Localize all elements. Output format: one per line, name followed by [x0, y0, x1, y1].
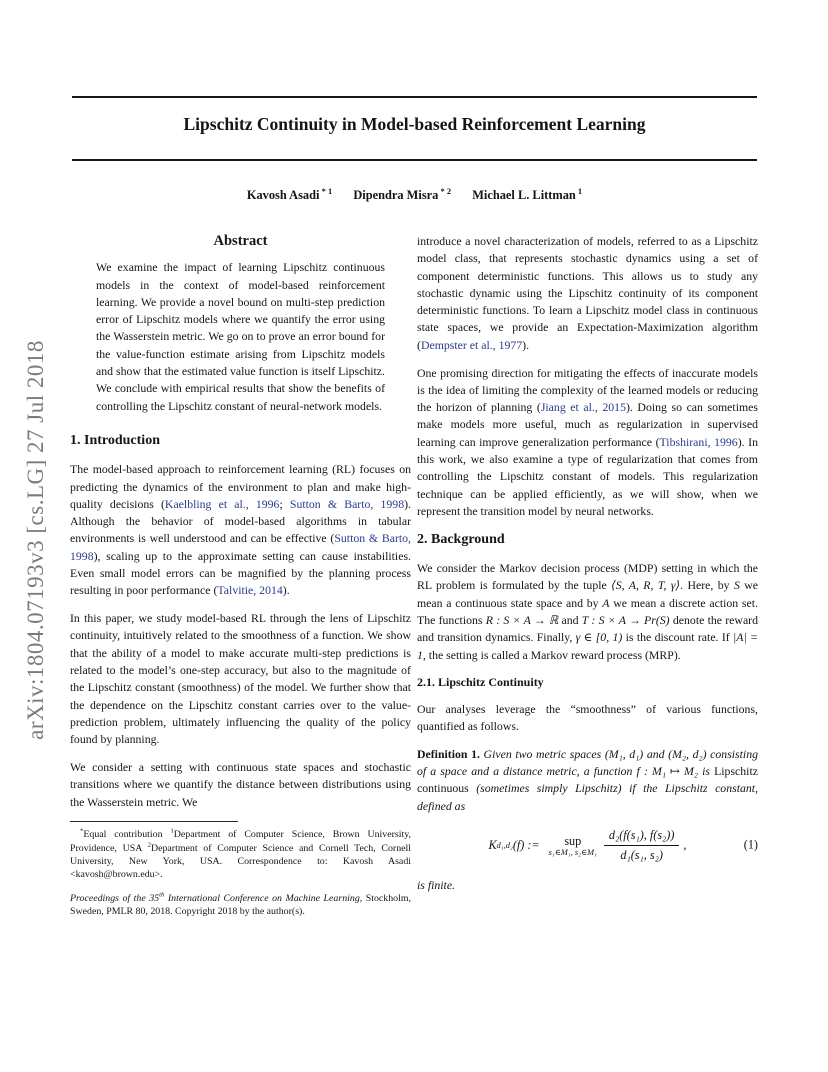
text-segment: is the discount rate. If [622, 630, 734, 645]
equation-number: (1) [743, 837, 758, 852]
text-segment: Our analyses leverage the “smoothness” of various functions, quantified as follows. [417, 701, 758, 733]
text-segment: we mean a continuous state space and by [417, 578, 758, 610]
text-segment: denote the reward and transition dynamics. Finally, [417, 612, 759, 645]
citation-link[interactable]: Kaelbling et al., 1996 [164, 496, 280, 511]
text-segment: A [602, 595, 610, 610]
text-segment: Department of Computer Science and Cornell Tech, Cornell University, New York, USA. Correspondence to: Kavosh Asadi <kavosh@brown.edu>. [70, 842, 412, 881]
author-line [72, 186, 757, 203]
text-segment: Department of Computer Science, Brown University, Providence, USA [70, 829, 412, 854]
author-1 [247, 188, 332, 202]
author-1-affiliation-mark: * 1 [319, 186, 333, 196]
intro-paragraph-3 [70, 759, 411, 811]
text-segment: we mean a discrete action set. The functions [417, 595, 758, 627]
text-segment: introduce a novel characterization of models, referred to as a Lipschitz model class, that represents stochastic dynamics using a set of component deterministic functions. This allows us to study any stochastic dynamic using the Lipschitz continuity of its component deterministic functions. To learn a Lipschitz model class in continuous state spaces, we provide an Expectation-Maximization algorithm ( [417, 234, 758, 352]
text-segment: f : M₁ ↦ M₂ [636, 764, 698, 779]
fraction-denominator: d₁(s₁, s₂) [620, 847, 663, 862]
text-segment: ), scaling up to the approximate setting can cause instabilities. Even small model errors can be magnified by the planning process resulting in poor performance ( [70, 548, 411, 598]
sup-operator-name: sup [564, 833, 582, 848]
text-segment: T : S × A → Pr(S) [581, 612, 670, 627]
text-segment: ). [522, 337, 530, 352]
author-3-affiliation-mark: 1 [575, 186, 583, 196]
text-segment: ). Doing so can sometimes make models more useful, much as regularization in supervised learning can improve generalization performance ( [417, 400, 758, 449]
author-2-affiliation-mark: * 2 [438, 186, 452, 196]
text-segment: γ ∈ [0, 1) [575, 630, 623, 645]
text-segment: International Conference on Machine Learning [164, 892, 360, 904]
text-segment: , Stockholm, Sweden, PMLR 80, 2018. Copyright 2018 by the author(s). [70, 892, 411, 917]
right-column [417, 233, 758, 894]
sup-operator-subscript: s₁∈M₁, s₂∈M₁ [548, 847, 597, 857]
abstract-heading: Abstract [213, 233, 268, 249]
text-segment: ). [282, 583, 290, 598]
text-segment: We consider a setting with continuous state spaces and stochastic transitions where we quantify the distance between distributions using the Wasserstein metric. We [70, 760, 411, 809]
footnote-affiliations [70, 828, 411, 881]
equation-trailing-comma: , [683, 837, 687, 852]
citation-link[interactable]: Sutton & Barto, 1998 [70, 531, 411, 563]
text-segment: 2 [147, 841, 151, 849]
equation-lhs-symbol: K [488, 837, 497, 852]
author-2 [353, 188, 451, 202]
subsection-heading-lipschitz-continuity: 2.1. Lipschitz Continuity [417, 675, 544, 690]
footnote-rule [70, 821, 238, 822]
text-segment: and [643, 746, 669, 761]
author-3-name: Michael L. Littman [472, 188, 576, 203]
text-segment: S [733, 578, 740, 593]
section-heading-background: 2. Background [417, 531, 505, 547]
text-segment: and [558, 612, 582, 627]
sup-operator [549, 834, 597, 857]
text-segment: ; [279, 496, 290, 511]
citation-link[interactable]: Talvitie, 2014 [217, 583, 283, 598]
equation-fraction [604, 828, 680, 863]
text-segment: We consider the Markov decision process (MDP) setting in which the RL problem is formulated by the tuple [417, 561, 758, 593]
text-segment: is [697, 764, 715, 779]
text-segment: One promising direction for mitigating the effects of inaccurate models is the idea of limiting the complexity of the learned models or reducing the horizon of planning ( [417, 365, 758, 415]
title-rule-bottom [72, 159, 757, 161]
text-segment: 1 [170, 828, 174, 836]
text-segment: ). Although the behavior of model-based algorithms in tabular environments is well understood and can be effective ( [70, 496, 411, 546]
intro-paragraph-4 [417, 365, 758, 521]
text-segment: Equal contribution [83, 829, 171, 841]
text-segment: Proceedings of the 35 [70, 892, 160, 904]
text-segment: (M₂, d₂) [668, 746, 707, 761]
text-segment: The model-based approach to reinforcement learning (RL) focuses on predicting the dynamics of the environment to plan and make high-quality decisions ( [70, 462, 411, 511]
text-segment: Given two metric spaces [479, 746, 605, 761]
text-segment: ⟨S, A, R, T, γ⟩ [611, 578, 681, 593]
text-segment: is finite. [417, 877, 456, 892]
text-segment: consisting of a space and a distance metric, a function [417, 746, 758, 779]
section-heading-introduction: 1. Introduction [70, 432, 160, 448]
text-segment: (M₁, d₁) [604, 746, 644, 761]
author-3 [472, 188, 582, 202]
text-segment: ). In this work, we also examine a type of regularization that comes from controlling the Lipschitz constant of models. This regularization technique can be applied efficiently, as we will show, when we represent the transition model by neural networks. [417, 434, 758, 518]
citation-link[interactable]: Sutton & Barto, 1998 [289, 496, 405, 511]
paper-title: Lipschitz Continuity in Model-based Reinforcement Learning [183, 114, 646, 134]
lipschitz-paragraph-1 [417, 701, 758, 736]
author-1-name: Kavosh Asadi [246, 188, 320, 203]
equation-1-body [489, 828, 687, 863]
citation-link[interactable]: Tibshirani, 1996 [659, 434, 738, 449]
citation-link[interactable]: Jiang et al., 2015 [540, 400, 626, 415]
proceedings-note [70, 892, 411, 919]
arxiv-watermark: arXiv:1804.07193v3 [cs.LG] 27 Jul 2018 [23, 340, 48, 740]
author-2-name: Dipendra Misra [353, 188, 439, 203]
abstract-body: We examine the impact of learning Lipschitz continuous models in the context of model-based reinforcement learning. We provide a novel bound on multi-step prediction error of Lipschitz models where we quantify the error using the Wasserstein metric. We go on to prove an error bound for the value-function estimate arising from Lipschitz models and show that the estimated value function is itself Lipschitz. We conclude with empirical results that show the benefits of controlling the Lipschitz constant of neural-network models. [96, 260, 385, 413]
text-segment: * [80, 828, 84, 836]
text-segment: In this paper, we study model-based RL through the lens of Lipschitz continuity, intuitively related to the smoothness of a function. We show that the ability of a model to make accurate multi-step predictions is related to the model’s one-step accuracy, but also to the magnitude of the Lipschitz constant (smoothness) of the model. We further show that the dependence on the Lipschitz constant carries over to the value-prediction problem, ultimately influencing the quality of the policy found by planning. [70, 611, 411, 747]
text-segment: Lipschitz continuous [417, 764, 758, 796]
definition-1-paragraph [417, 746, 758, 815]
equation-lhs-subscript: d₁,d₂ [496, 840, 513, 850]
text-segment: , the setting is called a Markov reward process (MRP). [422, 647, 681, 662]
background-paragraph-1 [417, 560, 758, 664]
citation-link[interactable]: Dempster et al., 1977 [420, 337, 523, 352]
intro-paragraph-1 [70, 461, 411, 599]
fraction-numerator: d₂(f(s₁), f(s₂)) [604, 828, 680, 846]
equation-lhs-rest: (f) := [512, 837, 540, 852]
equation-1 [417, 828, 758, 863]
intro-paragraph-2 [70, 610, 411, 748]
text-segment: (sometimes simply Lipschitz) if the Lipschitz constant, defined as [417, 781, 758, 813]
text-segment: Definition 1. [417, 746, 480, 761]
text-segment: . Here, by [680, 578, 734, 593]
text-segment: th [159, 891, 165, 899]
after-equation-text [417, 877, 758, 894]
intro-paragraph-3-continued [417, 233, 758, 354]
left-column [70, 233, 411, 918]
text-segment: R : S × A → ℝ [485, 612, 559, 627]
title-rule-top [72, 96, 757, 98]
text-segment: |A| = 1 [417, 630, 758, 662]
